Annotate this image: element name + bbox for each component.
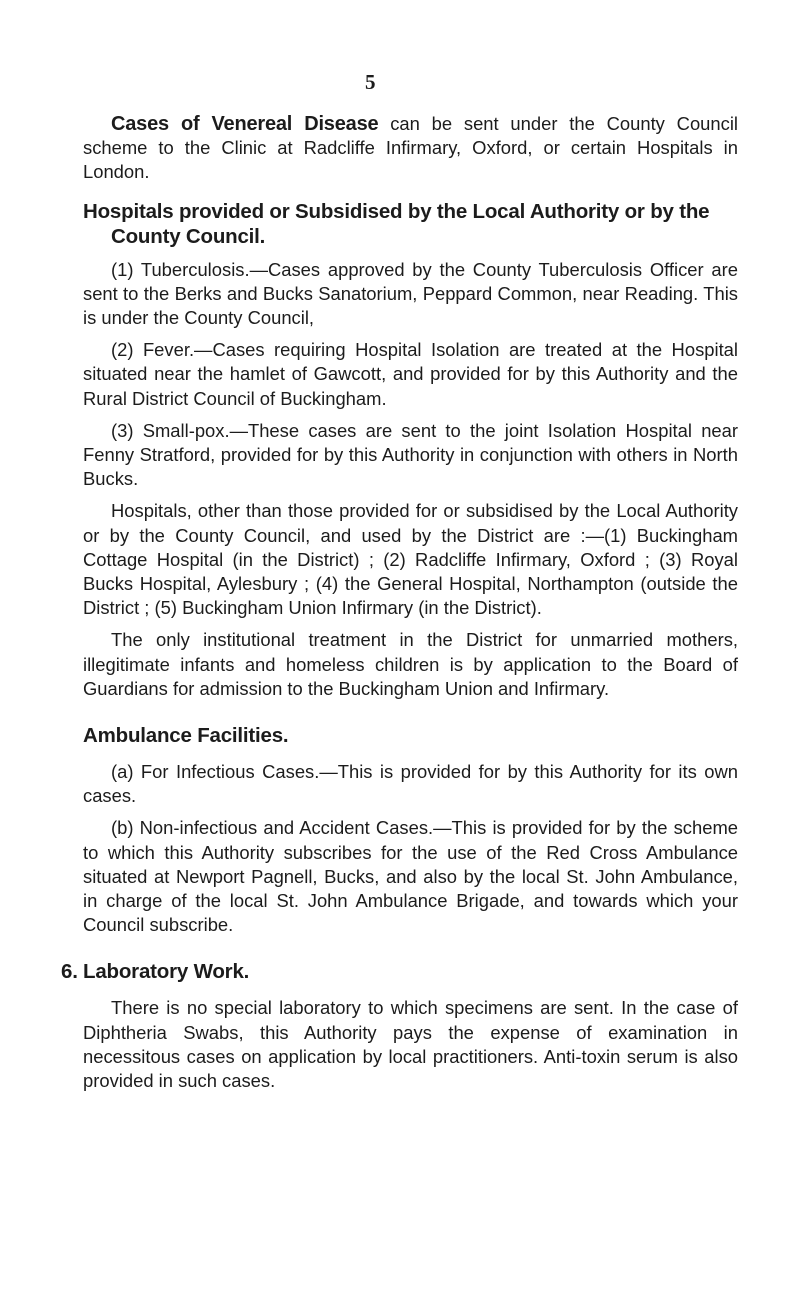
fever-paragraph: (2) Fever.—Cases requiring Hospital Isolation are treated at the Hospital situated near the hamlet of Gawcott, and provided for by this Authority and the Rural District Council of Buckingham. [83,339,738,409]
page-number: 5 [365,70,376,94]
venereal-disease-text: can be sent under the County Council scheme to the Clinic at Radcliffe Infirmary, Oxford, or certain Hospitals in London. [83,113,738,183]
non-infectious-cases-paragraph: (b) Non-infectious and Accident Cases.—This is provided for by the scheme to which this Authority subscribes for the use of the Red Cross Ambulance situated at Newport Pagnell, Bucks, and also by the local St. John Ambulance, in charge of the local St. John Ambulance Brigade, and towards which your Council subscribe. [83,817,738,936]
other-hospitals-paragraph: Hospitals, other than those provided for or subsidised by the Local Authority or by the County Council, and used by the District are :—(1) Buckingham Cottage Hospital (in the District) ; (2) Radcliffe Infirmary, Oxford ; (3) Royal Bucks Hospital, Aylesbury ; (4) the General Hospital, Northampton (outside the District ; (5) Buckingham Union Infirmary (in the District). [83,500,738,619]
laboratory-heading-text: Laboratory Work. [83,960,250,984]
tuberculosis-paragraph: (1) Tuberculosis.—Cases approved by the County Tuberculosis Officer are sent to the Berks and Bucks Sanatorium, Peppard Common, near Reading. This is under the County Council, [83,258,738,329]
smallpox-paragraph: (3) Small-pox.—These cases are sent to the joint Isolation Hospital near Fenny Stratford, provided for by this Authority in conjunction with others in North Bucks. [83,419,738,490]
page-body [61,112,738,1093]
section-number: 6. [61,960,78,984]
hospitals-heading: Hospitals provided or Subsidised by the Local Authority or by the County Council. [83,199,710,248]
laboratory-paragraph: There is no special laboratory to which specimens are sent. In the case of Diphtheria Swabs, this Authority pays the expense of examination in necessitous cases on application by local practitioners. Anti-toxin serum is also provided in such cases. [83,997,738,1092]
venereal-disease-lead: Cases of Venereal Disease [111,113,379,135]
laboratory-heading [61,959,738,984]
ambulance-heading: Ambulance Facilities. [83,724,289,748]
institutional-treatment-paragraph: The only institutional treatment in the District for unmarried mothers, illegitimate infants and homeless children is by application to the Board of Guardians for admission to the Buckingham Union and Infirmary. [83,629,738,699]
venereal-disease-paragraph [83,112,738,185]
infectious-cases-paragraph: (a) For Infectious Cases.—This is provided for by this Authority for its own cases. [83,761,738,807]
